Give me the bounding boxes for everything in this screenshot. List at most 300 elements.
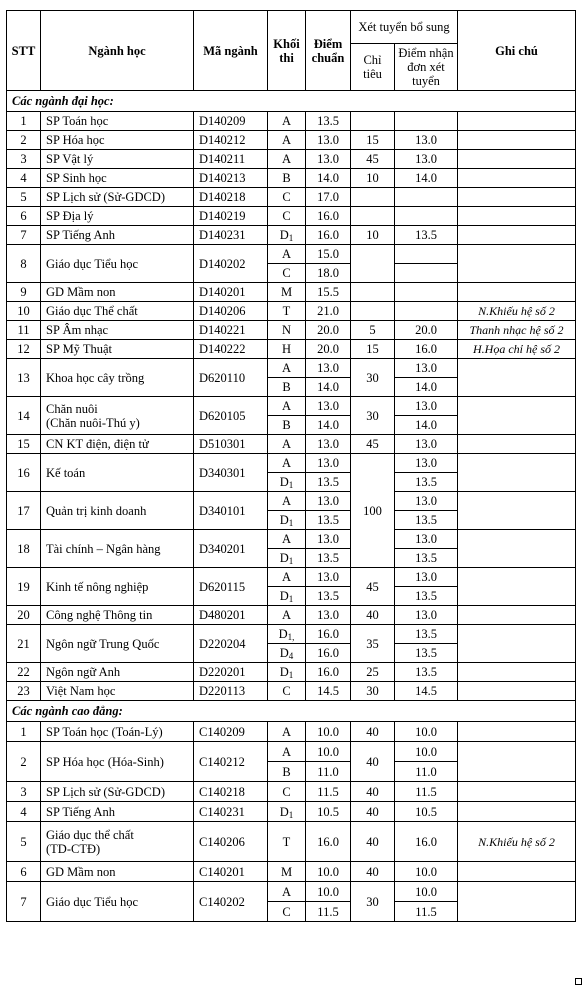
nganh-hoc-cell (41, 131, 194, 150)
khoi-thi-letter: A (281, 133, 292, 147)
khoi-thi-letter: A (281, 608, 292, 622)
diem-chuan-cell: 10.0 (306, 722, 351, 742)
chi-tieu-cell: 30 (351, 682, 395, 701)
diem-chuan-cell: 10.5 (306, 802, 351, 822)
ghi-chu-cell (458, 606, 576, 625)
diem-nhan-don-cell (395, 264, 458, 283)
khoi-thi-cell (268, 283, 306, 302)
table-row (7, 340, 576, 359)
diem-nhan-don-cell: 13.0 (395, 492, 458, 511)
khoi-thi-subscript: 1 (288, 670, 294, 680)
corner-marker (575, 978, 582, 985)
khoi-thi-cell (268, 150, 306, 169)
nganh-hoc-name: CN KT điện, điện tử (46, 437, 149, 451)
khoi-thi-cell (268, 822, 306, 862)
khoi-thi-cell (268, 397, 306, 416)
khoi-thi-letter: D (279, 475, 289, 489)
table-row (7, 302, 576, 321)
nganh-hoc-name: Quản trị kinh doanh (46, 503, 147, 518)
chi-tieu-cell: 40 (351, 606, 395, 625)
table-row (7, 207, 576, 226)
khoi-thi-subscript: 1 (288, 233, 294, 243)
khoi-thi-cell (268, 549, 306, 568)
khoi-thi-letter: A (281, 456, 292, 470)
ghi-chu-cell (458, 530, 576, 568)
diem-chuan-cell: 16.0 (306, 644, 351, 663)
diem-nhan-don-cell: 10.0 (395, 882, 458, 902)
ghi-chu-cell (458, 682, 576, 701)
nganh-hoc-name: SP Vật lý (46, 152, 94, 166)
ghi-chu-cell (458, 663, 576, 682)
stt-cell: 15 (7, 435, 41, 454)
ma-nganh-cell: C140206 (194, 822, 268, 862)
nganh-hoc-name: SP Lịch sử (Sử-GDCD) (46, 784, 165, 799)
khoi-thi-cell (268, 606, 306, 625)
khoi-thi-letter: A (281, 247, 292, 261)
chi-tieu-cell: 40 (351, 862, 395, 882)
chi-tieu-cell: 40 (351, 782, 395, 802)
table-row (7, 663, 576, 682)
diem-chuan-cell: 21.0 (306, 302, 351, 321)
nganh-hoc-cell (41, 882, 194, 922)
diem-chuan-cell: 14.0 (306, 416, 351, 435)
diem-nhan-don-cell: 14.0 (395, 378, 458, 397)
ghi-chu-cell (458, 245, 576, 283)
stt-cell: 16 (7, 454, 41, 492)
ma-nganh-cell: D220201 (194, 663, 268, 682)
ma-nganh-cell: D220204 (194, 625, 268, 663)
diem-nhan-don-cell: 13.0 (395, 150, 458, 169)
table-row (7, 112, 576, 131)
stt-cell: 21 (7, 625, 41, 663)
diem-nhan-don-cell: 10.0 (395, 862, 458, 882)
nganh-hoc-name: SP Địa lý (46, 209, 94, 223)
khoi-thi-letter: B (282, 764, 291, 779)
khoi-thi-cell (268, 264, 306, 283)
khoi-thi-letter: N (281, 323, 292, 337)
stt-cell: 20 (7, 606, 41, 625)
ma-nganh-cell: D510301 (194, 435, 268, 454)
diem-nhan-don-cell (395, 112, 458, 131)
diem-nhan-don-cell: 10.5 (395, 802, 458, 822)
khoi-thi-letter: A (281, 570, 292, 584)
diem-chuan-cell: 16.0 (306, 663, 351, 682)
chi-tieu-cell: 40 (351, 742, 395, 782)
khoi-thi-letter: H (281, 342, 292, 356)
ghi-chu-cell: Thanh nhạc hệ số 2 (458, 321, 576, 340)
stt-cell: 4 (7, 169, 41, 188)
nganh-hoc-name: GD Mầm non (46, 285, 116, 299)
table-row (7, 802, 576, 822)
table-row (7, 188, 576, 207)
nganh-hoc-name: Kinh tế nông nghiệp (46, 579, 149, 594)
diem-nhan-don-cell (395, 207, 458, 226)
diem-chuan-cell: 13.0 (306, 397, 351, 416)
table-row (7, 150, 576, 169)
stt-cell: 9 (7, 283, 41, 302)
ma-nganh-cell: D340101 (194, 492, 268, 530)
khoi-thi-letter: C (282, 266, 291, 280)
khoi-thi-cell (268, 587, 306, 606)
khoi-thi-cell (268, 782, 306, 802)
ghi-chu-cell (458, 492, 576, 530)
ghi-chu-cell (458, 862, 576, 882)
diem-chuan-cell: 15.0 (306, 245, 351, 264)
nganh-hoc-name: SP Sinh học (46, 171, 107, 185)
nganh-hoc-cell (41, 340, 194, 359)
nganh-hoc-cell (41, 321, 194, 340)
nganh-hoc-name: Giáo dục Tiểu học (46, 256, 139, 271)
khoi-thi-letter: C (282, 784, 291, 799)
nganh-hoc-cell (41, 302, 194, 321)
diem-chuan-cell: 13.0 (306, 492, 351, 511)
khoi-thi-letter: M (280, 864, 293, 879)
diem-chuan-cell: 10.0 (306, 862, 351, 882)
ghi-chu-cell (458, 802, 576, 822)
nganh-hoc-cell (41, 492, 194, 530)
table-row (7, 782, 576, 802)
stt-cell: 19 (7, 568, 41, 606)
khoi-thi-letter: C (282, 904, 291, 919)
khoi-thi-letter: C (282, 190, 291, 204)
diem-nhan-don-cell: 11.0 (395, 762, 458, 782)
khoi-thi-letter: A (281, 361, 292, 375)
khoi-thi-cell (268, 902, 306, 922)
table-row (7, 359, 576, 378)
chi-tieu-cell: 10 (351, 226, 395, 245)
nganh-hoc-cell (41, 822, 194, 862)
table-row (7, 226, 576, 245)
stt-cell: 22 (7, 663, 41, 682)
khoi-thi-letter: D (279, 665, 289, 679)
ghi-chu-cell (458, 722, 576, 742)
diem-nhan-don-cell: 13.5 (395, 587, 458, 606)
table-row (7, 625, 576, 644)
diem-nhan-don-cell: 13.5 (395, 644, 458, 663)
chi-tieu-cell: 10 (351, 169, 395, 188)
diem-nhan-don-cell: 11.5 (395, 782, 458, 802)
chi-tieu-cell: 45 (351, 568, 395, 606)
diem-chuan-cell: 10.0 (306, 742, 351, 762)
ma-nganh-cell: D140213 (194, 169, 268, 188)
khoi-thi-subscript: 1 (288, 594, 294, 604)
diem-nhan-don-cell (395, 283, 458, 302)
khoi-thi-letter: A (281, 114, 292, 128)
diem-nhan-don-cell: 13.5 (395, 226, 458, 245)
stt-cell: 17 (7, 492, 41, 530)
table-row (7, 606, 576, 625)
nganh-hoc-cell (41, 862, 194, 882)
table-row (7, 722, 576, 742)
nganh-hoc-name: GD Mầm non (46, 864, 116, 879)
khoi-thi-letter: B (282, 418, 291, 432)
nganh-hoc-subname: (Chăn nuôi-Thú y) (46, 415, 140, 430)
khoi-thi-cell (268, 169, 306, 188)
table-row (7, 454, 576, 473)
ma-nganh-cell: D140202 (194, 245, 268, 283)
khoi-thi-letter: A (281, 724, 292, 739)
nganh-hoc-cell (41, 782, 194, 802)
nganh-hoc-name: SP Toán học (Toán-Lý) (46, 724, 163, 739)
nganh-hoc-name: SP Toán học (46, 114, 109, 128)
table-row (7, 568, 576, 587)
khoi-thi-cell (268, 722, 306, 742)
nganh-hoc-name: Kế toán (46, 465, 86, 480)
diem-nhan-don-cell: 13.0 (395, 397, 458, 416)
ghi-chu-cell (458, 226, 576, 245)
ghi-chu-cell (458, 112, 576, 131)
nganh-hoc-cell (41, 226, 194, 245)
khoi-thi-cell (268, 131, 306, 150)
stt-cell: 7 (7, 226, 41, 245)
khoi-thi-cell (268, 492, 306, 511)
diem-chuan-cell: 16.0 (306, 226, 351, 245)
khoi-thi-cell (268, 435, 306, 454)
ma-nganh-cell: D140231 (194, 226, 268, 245)
khoi-thi-subscript: 1 (288, 809, 294, 820)
khoi-thi-letter: A (281, 744, 292, 759)
diem-chuan-cell: 17.0 (306, 188, 351, 207)
ghi-chu-cell: N.Khiếu hệ số 2 (458, 822, 576, 862)
nganh-hoc-cell (41, 435, 194, 454)
ma-nganh-cell: D340301 (194, 454, 268, 492)
diem-chuan-cell: 16.0 (306, 625, 351, 644)
ghi-chu-cell (458, 131, 576, 150)
table-row (7, 283, 576, 302)
khoi-thi-cell (268, 682, 306, 701)
diem-chuan-cell: 13.0 (306, 568, 351, 587)
ghi-chu-cell: H.Họa chỉ hệ số 2 (458, 340, 576, 359)
diem-chuan-cell: 13.0 (306, 530, 351, 549)
table-row (7, 822, 576, 862)
nganh-hoc-name: Giáo dục thể chất (46, 827, 134, 842)
ma-nganh-cell: C140202 (194, 882, 268, 922)
header-ghi-chu: Ghi chú (458, 11, 576, 91)
nganh-hoc-name: SP Mỹ Thuật (46, 342, 112, 356)
stt-cell: 3 (7, 150, 41, 169)
table-row (7, 169, 576, 188)
khoi-thi-cell (268, 188, 306, 207)
nganh-hoc-cell (41, 112, 194, 131)
diem-chuan-cell: 13.0 (306, 131, 351, 150)
diem-nhan-don-cell: 14.0 (395, 416, 458, 435)
nganh-hoc-name: SP Âm nhạc (46, 323, 109, 337)
khoi-thi-letter: D (278, 627, 288, 641)
table-row (7, 131, 576, 150)
diem-chuan-cell: 11.0 (306, 762, 351, 782)
khoi-thi-cell (268, 454, 306, 473)
ma-nganh-cell: D480201 (194, 606, 268, 625)
diem-nhan-don-cell: 13.0 (395, 568, 458, 587)
header-stt: STT (7, 11, 41, 91)
nganh-hoc-cell (41, 207, 194, 226)
header-xet-tuyen-bo-sung: Xét tuyển bổ sung (351, 11, 458, 44)
nganh-hoc-name: SP Tiếng Anh (46, 804, 116, 819)
khoi-thi-letter: D (279, 646, 289, 660)
diem-chuan-cell: 16.0 (306, 207, 351, 226)
stt-cell: 5 (7, 822, 41, 862)
khoi-thi-cell (268, 416, 306, 435)
khoi-thi-letter: D (279, 589, 289, 603)
ma-nganh-cell: C140209 (194, 722, 268, 742)
diem-chuan-cell: 13.0 (306, 454, 351, 473)
nganh-hoc-name: SP Hóa học (46, 133, 105, 147)
stt-cell: 3 (7, 782, 41, 802)
diem-nhan-don-cell: 13.0 (395, 435, 458, 454)
ghi-chu-cell: N.Khiếu hệ số 2 (458, 302, 576, 321)
diem-nhan-don-cell (395, 188, 458, 207)
chi-tieu-cell: 45 (351, 435, 395, 454)
diem-chuan-cell: 13.5 (306, 112, 351, 131)
diem-nhan-don-cell: 20.0 (395, 321, 458, 340)
khoi-thi-letter: D (279, 804, 289, 819)
khoi-thi-cell (268, 302, 306, 321)
diem-chuan-cell: 14.5 (306, 682, 351, 701)
section-row (7, 701, 576, 722)
ma-nganh-cell: D140212 (194, 131, 268, 150)
diem-nhan-don-cell: 13.0 (395, 530, 458, 549)
ma-nganh-cell: D620110 (194, 359, 268, 397)
khoi-thi-cell (268, 473, 306, 492)
stt-cell: 11 (7, 321, 41, 340)
khoi-thi-cell (268, 568, 306, 587)
chi-tieu-cell: 100 (351, 454, 395, 568)
khoi-thi-cell (268, 359, 306, 378)
khoi-thi-letter: B (282, 171, 291, 185)
diem-chuan-cell: 16.0 (306, 822, 351, 862)
header-diem-nhan-don: Điểm nhận đơn xét tuyển (395, 44, 458, 91)
stt-cell: 8 (7, 245, 41, 283)
khoi-thi-letter: D (279, 513, 289, 527)
ghi-chu-cell (458, 882, 576, 922)
diem-chuan-cell: 13.0 (306, 606, 351, 625)
stt-cell: 1 (7, 722, 41, 742)
table-row (7, 862, 576, 882)
diem-chuan-cell: 13.5 (306, 587, 351, 606)
header-chi-tieu: Chỉ tiêu (351, 44, 395, 91)
diem-nhan-don-cell: 14.0 (395, 169, 458, 188)
diem-chuan-cell: 11.5 (306, 782, 351, 802)
khoi-thi-letter: C (282, 684, 291, 698)
nganh-hoc-cell (41, 802, 194, 822)
diem-chuan-cell: 10.0 (306, 882, 351, 902)
diem-nhan-don-cell: 13.5 (395, 625, 458, 644)
diem-nhan-don-cell: 13.0 (395, 606, 458, 625)
khoi-thi-cell (268, 644, 306, 663)
nganh-hoc-name: SP Hóa học (Hóa-Sinh) (46, 754, 164, 769)
khoi-thi-letter: D (279, 551, 289, 565)
ghi-chu-cell (458, 169, 576, 188)
chi-tieu-cell: 40 (351, 822, 395, 862)
chi-tieu-cell: 30 (351, 397, 395, 435)
nganh-hoc-cell (41, 283, 194, 302)
khoi-thi-cell (268, 742, 306, 762)
diem-nhan-don-cell: 16.0 (395, 822, 458, 862)
table-row (7, 742, 576, 762)
stt-cell: 13 (7, 359, 41, 397)
khoi-thi-letter: A (281, 399, 292, 413)
nganh-hoc-cell (41, 742, 194, 782)
diem-chuan-cell: 14.0 (306, 378, 351, 397)
ma-nganh-cell: D140222 (194, 340, 268, 359)
nganh-hoc-name: Giáo dục Thể chất (46, 304, 138, 318)
nganh-hoc-name: Công nghệ Thông tin (46, 608, 153, 622)
nganh-hoc-cell (41, 606, 194, 625)
khoi-thi-cell (268, 882, 306, 902)
ma-nganh-cell: C140231 (194, 802, 268, 822)
ghi-chu-cell (458, 435, 576, 454)
khoi-thi-letter: B (282, 380, 291, 394)
chi-tieu-cell: 30 (351, 882, 395, 922)
stt-cell: 23 (7, 682, 41, 701)
table-row (7, 682, 576, 701)
diem-chuan-cell: 13.5 (306, 549, 351, 568)
khoi-thi-subscript: 1 (288, 518, 294, 528)
diem-nhan-don-cell: 16.0 (395, 340, 458, 359)
chi-tieu-cell (351, 188, 395, 207)
diem-nhan-don-cell: 11.5 (395, 902, 458, 922)
ma-nganh-cell: C140212 (194, 742, 268, 782)
diem-nhan-don-cell: 13.5 (395, 511, 458, 530)
ghi-chu-cell (458, 150, 576, 169)
khoi-thi-letter: A (281, 437, 292, 451)
diem-chuan-cell: 11.5 (306, 902, 351, 922)
chi-tieu-cell (351, 112, 395, 131)
diem-nhan-don-cell: 13.0 (395, 131, 458, 150)
khoi-thi-letter: C (282, 209, 291, 223)
section-row (7, 91, 576, 112)
stt-cell: 14 (7, 397, 41, 435)
header-diem-chuan: Điểm chuẩn (306, 11, 351, 91)
khoi-thi-subscript: 4 (288, 651, 294, 661)
khoi-thi-cell (268, 340, 306, 359)
diem-nhan-don-cell: 13.0 (395, 454, 458, 473)
ma-nganh-cell: D140206 (194, 302, 268, 321)
ma-nganh-cell: D620115 (194, 568, 268, 606)
stt-cell: 1 (7, 112, 41, 131)
nganh-hoc-cell (41, 663, 194, 682)
stt-cell: 4 (7, 802, 41, 822)
khoi-thi-letter: M (280, 285, 293, 299)
ghi-chu-cell (458, 742, 576, 782)
nganh-hoc-subname: (TD-CTĐ) (46, 841, 101, 856)
khoi-thi-subscript: 1, (287, 632, 295, 642)
ma-nganh-cell: C140201 (194, 862, 268, 882)
ma-nganh-cell: D220113 (194, 682, 268, 701)
chi-tieu-cell: 15 (351, 131, 395, 150)
admission-table (6, 10, 576, 922)
ghi-chu-cell (458, 782, 576, 802)
khoi-thi-cell (268, 625, 306, 644)
diem-nhan-don-cell: 13.5 (395, 549, 458, 568)
chi-tieu-cell: 5 (351, 321, 395, 340)
diem-chuan-cell: 14.0 (306, 169, 351, 188)
table-row (7, 435, 576, 454)
ma-nganh-cell: D140218 (194, 188, 268, 207)
khoi-thi-cell (268, 663, 306, 682)
stt-cell: 2 (7, 131, 41, 150)
nganh-hoc-cell (41, 625, 194, 663)
diem-chuan-cell: 13.5 (306, 473, 351, 492)
diem-nhan-don-cell: 10.0 (395, 722, 458, 742)
ghi-chu-cell (458, 397, 576, 435)
table-row (7, 397, 576, 416)
khoi-thi-cell (268, 112, 306, 131)
chi-tieu-cell (351, 283, 395, 302)
diem-chuan-cell: 13.0 (306, 435, 351, 454)
khoi-thi-cell (268, 530, 306, 549)
chi-tieu-cell (351, 207, 395, 226)
